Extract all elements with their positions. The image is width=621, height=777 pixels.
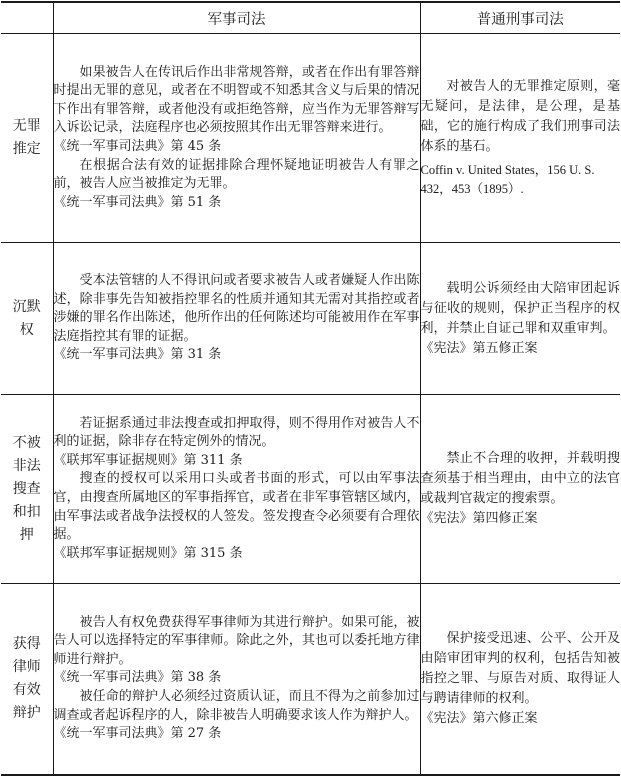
civilian-cell <box>420 584 620 775</box>
military-citation: 《联邦军事证据规则》第 311 条 <box>53 452 243 468</box>
military-paragraph: 被告人有权免费获得军事律师为其进行辩护。如果可能，被告人可以选择特定的军事律师。除此之外，其也可以委托地方律师进行辩护。 <box>53 614 420 667</box>
row-label-text: 不被非法搜查和扣押 <box>12 434 41 543</box>
military-paragraph: 如果被告人在传讯后作出非常规答辩，或者在作出有罪答辩时提出无罪的意见，或者在不明智或不知悉其含义与后果的情况下作出有罪答辩，或者他没有或拒绝答辩，应当作为无罪答辩写入诉讼记录，法庭程序也必须按照其作出无罪答辩来进行。 <box>53 64 420 136</box>
row-label-right-to-silence <box>1 243 53 395</box>
civilian-citation: 《宪法》第六修正案 <box>420 710 538 726</box>
military-paragraph: 搜查的授权可以采用口头或者书面的形式，可以由军事法官，由搜查所属地区的军事指挥官，或者在非军事管辖区域内，由军事法或者战争法授权的人签发。签发搜查令必须要有合理依据。 <box>53 471 420 543</box>
row-label-assistance-of-counsel <box>1 584 53 775</box>
table-row <box>1 243 620 395</box>
civilian-case-citation: Coffin v. United States，156 U. S. 432，453（1895）. <box>420 163 595 196</box>
civilian-text: 对被告人的无罪推定原则，毫无疑问，是法律，是公理，是基础，它的施行构成了我们刑事司法体系的基石。 <box>420 79 620 154</box>
table-row <box>1 34 620 243</box>
military-citation: 《统一军事司法典》第 38 条 <box>53 670 222 686</box>
military-citation: 《统一军事司法典》第 27 条 <box>53 726 222 742</box>
row-label-text: 获得律师有效辩护 <box>12 635 41 721</box>
military-citation: 《统一军事司法典》第 51 条 <box>53 194 222 210</box>
row-label-text: 沉默权 <box>12 298 41 338</box>
header-civilian-justice: 普通刑事司法 <box>420 2 620 34</box>
military-citation: 《统一军事司法典》第 45 条 <box>53 139 222 154</box>
row-label-search-and-seizure <box>1 395 53 584</box>
civilian-cell <box>420 395 620 584</box>
header-military-justice: 军事司法 <box>53 2 420 34</box>
military-citation: 《统一军事司法典》第 31 条 <box>53 347 222 363</box>
military-paragraph: 受本法管辖的人不得讯问或者要求被告人或者嫌疑人作出陈述，除非事先告知被指控罪名的性质并通知其无需对其指控或者涉嫌的罪名作出陈述，他所作出的任何陈述均可能被用作在军事法庭指控其有罪的证据。 <box>53 273 420 344</box>
comparison-table <box>1 1 620 776</box>
military-cell <box>53 584 420 775</box>
civilian-text: 禁止不合理的收押，并载明搜查须基于相当理由，由中立的法官或裁判官裁定的搜索票。 <box>420 451 620 506</box>
military-paragraph: 被任命的辩护人必须经过资质认证，而且不得为之前参加过调查或者起诉程序的人，除非被告人明确要求该人作为辩护人。 <box>53 689 420 723</box>
civilian-citation: 《宪法》第四修正案 <box>420 511 538 526</box>
row-label-presumption-of-innocence <box>1 34 53 243</box>
military-cell <box>53 34 420 243</box>
military-cell <box>53 243 420 395</box>
table-header-row <box>1 2 620 34</box>
row-label-text: 无罪推定 <box>12 118 41 157</box>
civilian-cell <box>420 243 620 395</box>
civilian-citation: 《宪法》第五修正案 <box>420 340 538 356</box>
military-citation: 《联邦军事证据规则》第 315 条 <box>53 545 243 561</box>
military-paragraph: 在根据合法有效的证据排除合理怀疑地证明被告人有罪之前，被告人应当被推定为无罪。 <box>53 157 420 192</box>
header-blank-cell <box>1 2 53 34</box>
table-row <box>1 395 620 584</box>
civilian-text: 保护接受迅速、公平、公开及由陪审团审判的权利，包括告知被指控之罪、与原告对质、取得证人与聘请律师的权利。 <box>420 630 620 706</box>
civilian-cell <box>420 34 620 243</box>
table-row <box>1 584 620 775</box>
military-paragraph: 若证据系通过非法搜查或扣押取得，则不得用作对被告人不利的证据，除非存在特定例外的情况。 <box>53 415 420 450</box>
military-cell <box>53 395 420 584</box>
civilian-text: 载明公诉须经由大陪审团起诉与征收的规则，保护正当程序的权利，并禁止自证己罪和双重审判。 <box>420 280 620 336</box>
